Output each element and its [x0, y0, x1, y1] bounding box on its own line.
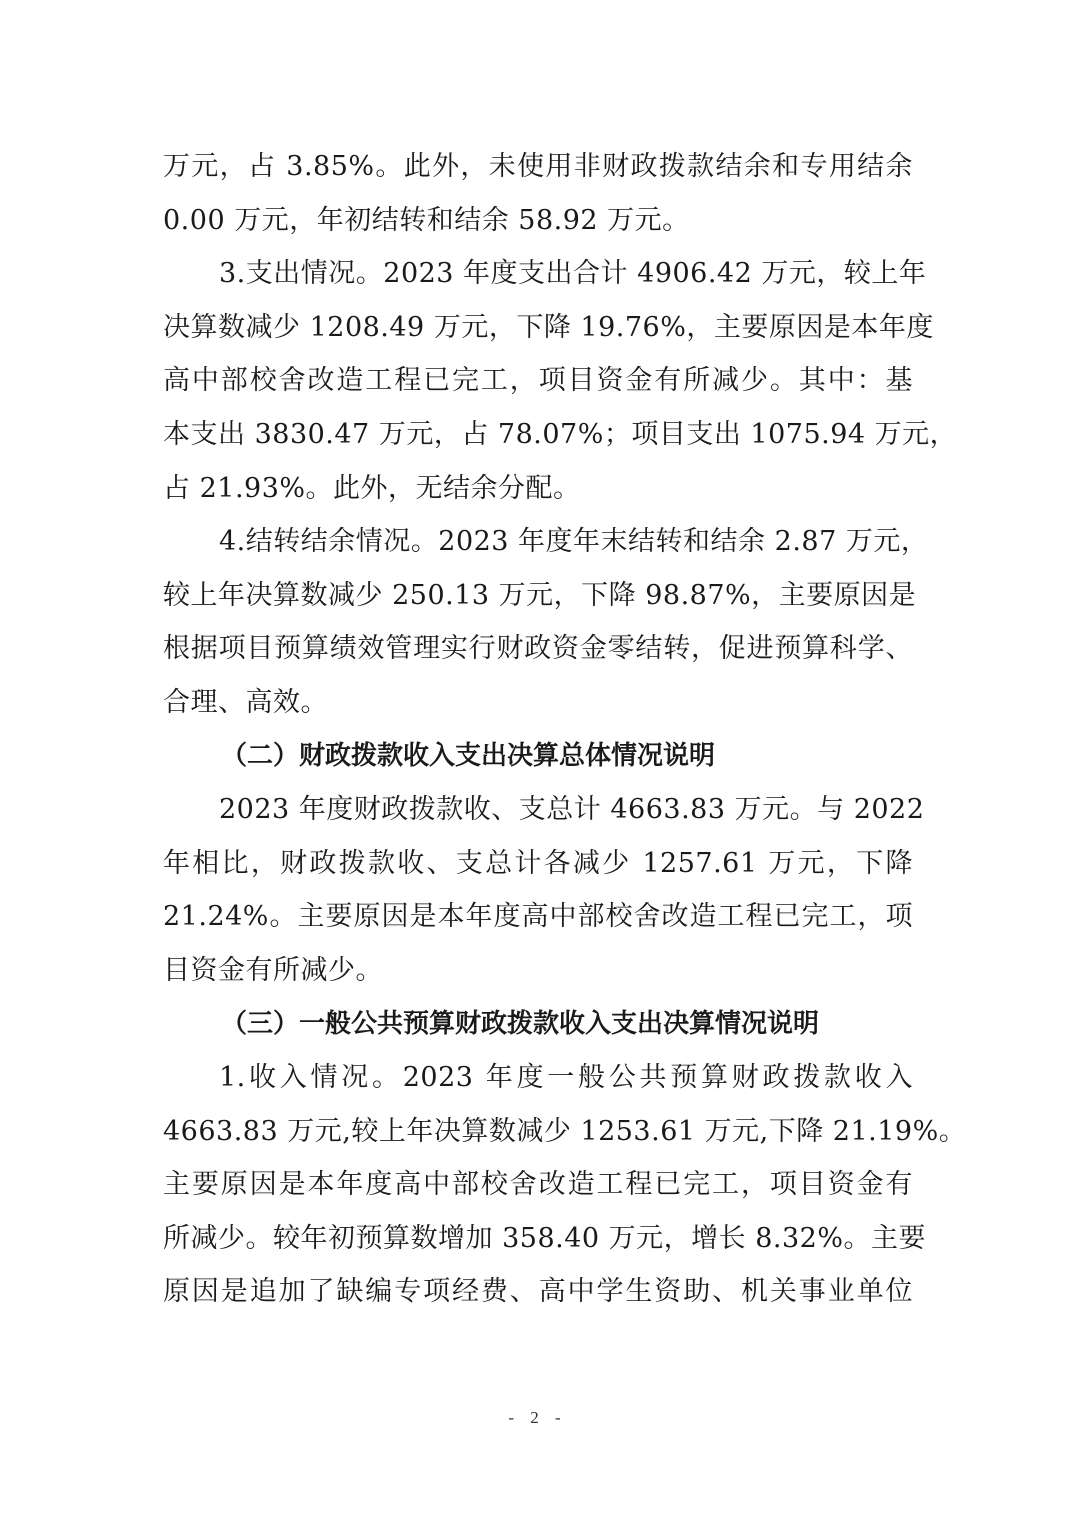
paragraph-line: 4663.83 万元,较上年决算数减少 1253.61 万元,下降 21.19%。 — [163, 1115, 967, 1147]
paragraph-line: 0.00 万元，年初结转和结余 58.92 万元。 — [163, 204, 690, 236]
paragraph-line: 决算数减少 1208.49 万元，下降 19.76%，主要原因是本年度 — [163, 311, 934, 343]
paragraph-line: 所减少。较年初预算数增加 358.40 万元，增长 8.32%。主要 — [163, 1222, 926, 1254]
paragraph-line: 原因是追加了缺编专项经费、高中学生资助、机关事业单位 — [163, 1276, 913, 1308]
document-body — [163, 140, 967, 1319]
paragraph-line: 高中部校舍改造工程已完工，项目资金有所减少。其中：基 — [163, 365, 913, 397]
paragraph-line: 目资金有所减少。 — [163, 954, 383, 986]
paragraph-line: 本支出 3830.47 万元，占 78.07%；项目支出 1075.94 万元， — [163, 418, 958, 450]
paragraph-line: 较上年决算数减少 250.13 万元，下降 98.87%，主要原因是 — [163, 579, 917, 611]
paragraph-line: 占 21.93%。此外，无结余分配。 — [163, 472, 581, 504]
paragraph-line: 万元，占 3.85%。此外，未使用非财政拨款结余和专用结余 — [163, 151, 913, 182]
paragraph-line-income-start: 1.收入情况。2023 年度一般公共预算财政拨款收入 — [219, 1062, 913, 1094]
section-heading-3: （三）一般公共预算财政拨款收入支出决算情况说明 — [221, 1008, 820, 1039]
paragraph-line: 主要原因是本年度高中部校舍改造工程已完工，项目资金有 — [163, 1169, 913, 1201]
page-number: - 2 - — [508, 1408, 567, 1427]
paragraph-line: 根据项目预算绩效管理实行财政资金零结转，促进预算科学、 — [163, 633, 913, 665]
paragraph-line-carryover-start: 4.结转结余情况。2023 年度年末结转和结余 2.87 万元， — [219, 526, 929, 558]
paragraph-line: 21.24%。主要原因是本年度高中部校舍改造工程已完工，项 — [163, 901, 913, 933]
paragraph-line-expenditure-start: 3.支出情况。2023 年度支出合计 4906.42 万元，较上年 — [219, 258, 927, 290]
paragraph-line: 年相比，财政拨款收、支总计各减少 1257.61 万元，下降 — [163, 847, 913, 879]
section-heading-2: （二）财政拨款收入支出决算总体情况说明 — [221, 740, 716, 771]
paragraph-line: 合理、高效。 — [163, 686, 328, 718]
paragraph-line-fiscal-total-start: 2023 年度财政拨款收、支总计 4663.83 万元。与 2022 — [219, 794, 925, 826]
